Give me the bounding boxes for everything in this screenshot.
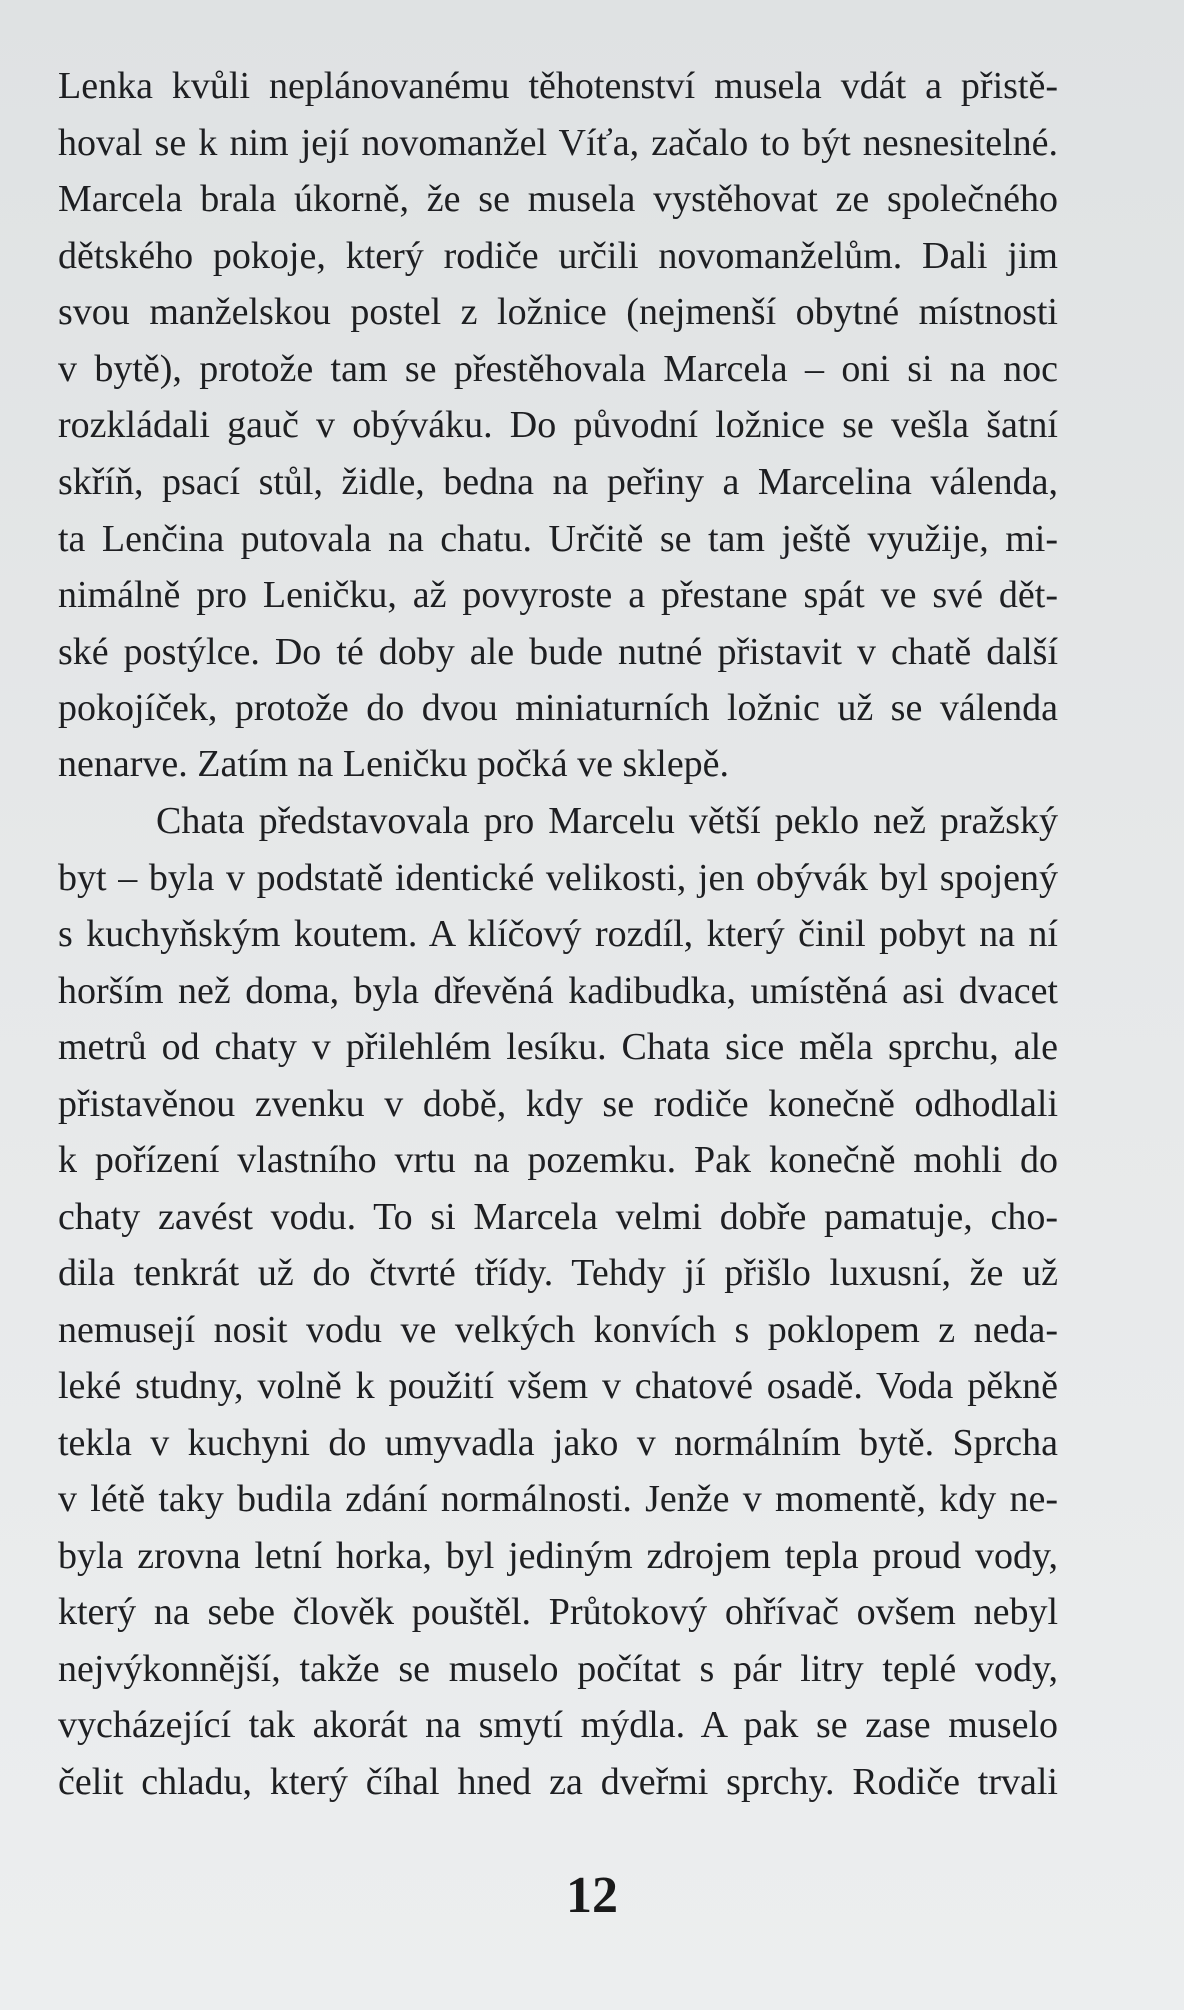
text-line: přistavěnou zvenku v době, kdy se rodiče konečně odhodlali <box>58 1083 1058 1125</box>
text-line: chaty zavést vodu. To si Marcela velmi dobře pamatuje, cho- <box>58 1196 1058 1238</box>
text-line: v bytě), protože tam se přestěhovala Marcela – oni si na noc <box>58 348 1058 390</box>
text-line: čelit chladu, který číhal hned za dveřmi sprchy. Rodiče trvali <box>58 1761 1058 1803</box>
text-line: Lenka kvůli neplánovanému těhotenství musela vdát a přistě- <box>58 65 1058 107</box>
text-line: hoval se k nim její novomanžel Víťa, začalo to být nesnesitelné. <box>58 122 1058 164</box>
text-line: leké studny, volně k použití všem v chatové osadě. Voda pěkně <box>58 1365 1058 1407</box>
text-line: ta Lenčina putovala na chatu. Určitě se tam ještě využije, mi- <box>58 518 1058 560</box>
text-line: byt – byla v podstatě identické velikosti, jen obývák byl spojený <box>58 857 1058 899</box>
text-line: k pořízení vlastního vrtu na pozemku. Pak konečně mohli do <box>58 1139 1058 1181</box>
text-line: s kuchyňským koutem. A klíčový rozdíl, který činil pobyt na ní <box>58 913 1058 955</box>
text-line: dětského pokoje, který rodiče určili novomanželům. Dali jim <box>58 235 1058 277</box>
text-line: pokojíček, protože do dvou miniaturních ložnic už se válenda <box>58 687 1058 729</box>
text-line: nimálně pro Leničku, až povyroste a přestane spát ve své dět- <box>58 574 1058 616</box>
text-line: horším než doma, byla dřevěná kadibudka, umístěná asi dvacet <box>58 970 1058 1012</box>
text-line: metrů od chaty v přilehlém lesíku. Chata sice měla sprchu, ale <box>58 1026 1058 1068</box>
text-line: svou manželskou postel z ložnice (nejmenší obytné místnosti <box>58 291 1058 333</box>
text-line: ské postýlce. Do té doby ale bude nutné přistavit v chatě další <box>58 631 1058 673</box>
text-line: nemusejí nosit vodu ve velkých konvích s poklopem z neda- <box>58 1309 1058 1351</box>
text-line: nejvýkonnější, takže se muselo počítat s pár litry teplé vody, <box>58 1648 1058 1690</box>
text-line: tekla v kuchyni do umyvadla jako v normálním bytě. Sprcha <box>58 1422 1058 1464</box>
text-line: který na sebe člověk pouštěl. Průtokový ohřívač ovšem nebyl <box>58 1591 1058 1633</box>
text-line: dila tenkrát už do čtvrté třídy. Tehdy jí přišlo luxusní, že už <box>58 1252 1058 1294</box>
text-line: byla zrovna letní horka, byl jediným zdrojem tepla proud vody, <box>58 1535 1058 1577</box>
page-number: 12 <box>566 1867 618 1924</box>
text-line: Marcela brala úkorně, že se musela vystěhovat ze společného <box>58 178 1058 220</box>
text-line: nenarve. Zatím na Leničku počká ve sklepě. <box>58 743 730 785</box>
text-line: vycházející tak akorát na smytí mýdla. A pak se zase muselo <box>58 1704 1058 1746</box>
paragraph-start: Chata představovala pro Marcelu větší peklo než pražský <box>156 800 1058 842</box>
text-line: skříň, psací stůl, židle, bedna na peřiny a Marcelina válenda, <box>58 461 1058 503</box>
text-line: v létě taky budila zdání normálnosti. Jenže v momentě, kdy ne- <box>58 1478 1058 1520</box>
text-line: rozkládali gauč v obýváku. Do původní ložnice se vešla šatní <box>58 404 1058 446</box>
